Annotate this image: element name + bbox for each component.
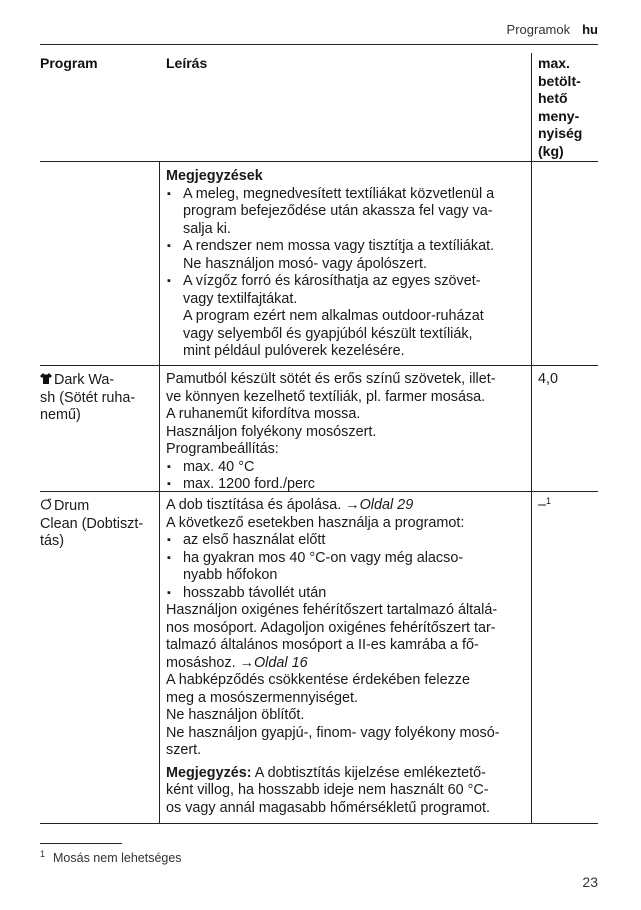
section-title: Programok: [506, 22, 571, 37]
notes-title: Megjegyzések: [166, 168, 263, 184]
list-item: ▪ A meleg, megnedvesített textíliákat közvetlenül a program befejeződése után akassza fel vagy va- salja ki.: [166, 186, 534, 239]
program-name-drum-clean: Drum Clean (Dobtiszt- tás): [40, 498, 144, 549]
table-bottom-rule: [40, 823, 598, 824]
description-drum-clean: A dob tisztítása és ápolása. →Oldal 29 A következő esetekben használja a programot: ▪ az első használat előtt ▪ ha gyakran mos 40 °C-on vagy még alacso- nyabb hőfokon ▪ hosszabb távollét után Használjon oxigénes fehérítőszert tartalmazó általá- nos mosóport. Adagoljon oxigénes fehérítőszert tar- talmazó általános mosóport a II-es kamrába a fő- mosáshoz. →Oldal 16 A habképződés csökkentése érdekében felezze meg a mosószermennyiséget. Ne használjon öblítőt. Ne használjon gyapjú-, finom- vagy folyékony mosó- szert. Megjegyzés: A dobtisztítás kijelzése emlékeztető- ként villog, ha hosszabb ideje nem használt 60 °C- os vagy annál magasabb hőmérsékletű programot.: [166, 497, 534, 817]
column-divider: [159, 161, 160, 823]
list-item: ▪ A vízgőz forró és károsíthatja az egyes szövet- vagy textilfajtákat. A program ezért nem alkalmas outdoor-ruházat vagy selyemből és gyapjúból készült textíliák, mint például pulóverek kezelésére.: [166, 273, 534, 361]
notes-cell: [166, 168, 534, 361]
shirt-icon: [40, 371, 54, 389]
header-rule: [40, 44, 598, 45]
list-item: ▪ A rendszer nem mossa vagy tisztítja a textíliákat. Ne használjon mosó- vagy ápolószert.: [166, 238, 534, 273]
list-item: ▪ az első használat előtt: [166, 532, 534, 550]
list-item: ▪ max. 1200 ford./perc: [166, 476, 534, 494]
page-header: [507, 22, 598, 37]
footnote-rule: [40, 843, 122, 844]
description-dark-wash: Pamutból készült sötét és erős színű szövetek, illet- ve könnyen kezelhető textíliák, pl. farmer mosása. A ruhaneműt kifordítva mossa. Használjon folyékony mosószert. Programbeállítás: ▪ max. 40 °C ▪ max. 1200 ford./perc: [166, 371, 534, 494]
page-reference-link[interactable]: →Oldal 29: [345, 497, 414, 513]
list-item: ▪ max. 40 °C: [166, 459, 534, 477]
col-header-description: Leírás: [166, 55, 208, 71]
page-reference-link[interactable]: →Oldal 16: [239, 654, 308, 671]
footnote: $^1$ Mosás nem lehetséges: [40, 849, 182, 865]
page-number: 23: [582, 874, 598, 890]
note-label: Megjegyzés:: [166, 764, 252, 781]
footnote-marker: 1: [546, 496, 552, 506]
table-row-divider: [40, 365, 598, 366]
col-header-max-load: max. betölt- hető meny- nyiség (kg): [538, 55, 583, 159]
list-item: ▪ hosszabb távollét után: [166, 585, 534, 603]
list-item: ▪ ha gyakran mos 40 °C-on vagy még alacso- nyabb hőfokon: [166, 550, 534, 585]
table-row-divider: [40, 161, 598, 162]
program-name-dark-wash: Dark Wa- sh (Sötét ruha- nemű): [40, 372, 136, 423]
max-load-drum-clean: –$^1$: [538, 496, 552, 513]
language-tag: hu: [582, 22, 598, 37]
drum-clean-icon: [40, 497, 54, 515]
max-load-dark-wash: 4,0: [538, 371, 559, 387]
col-header-program: Program: [40, 55, 98, 71]
